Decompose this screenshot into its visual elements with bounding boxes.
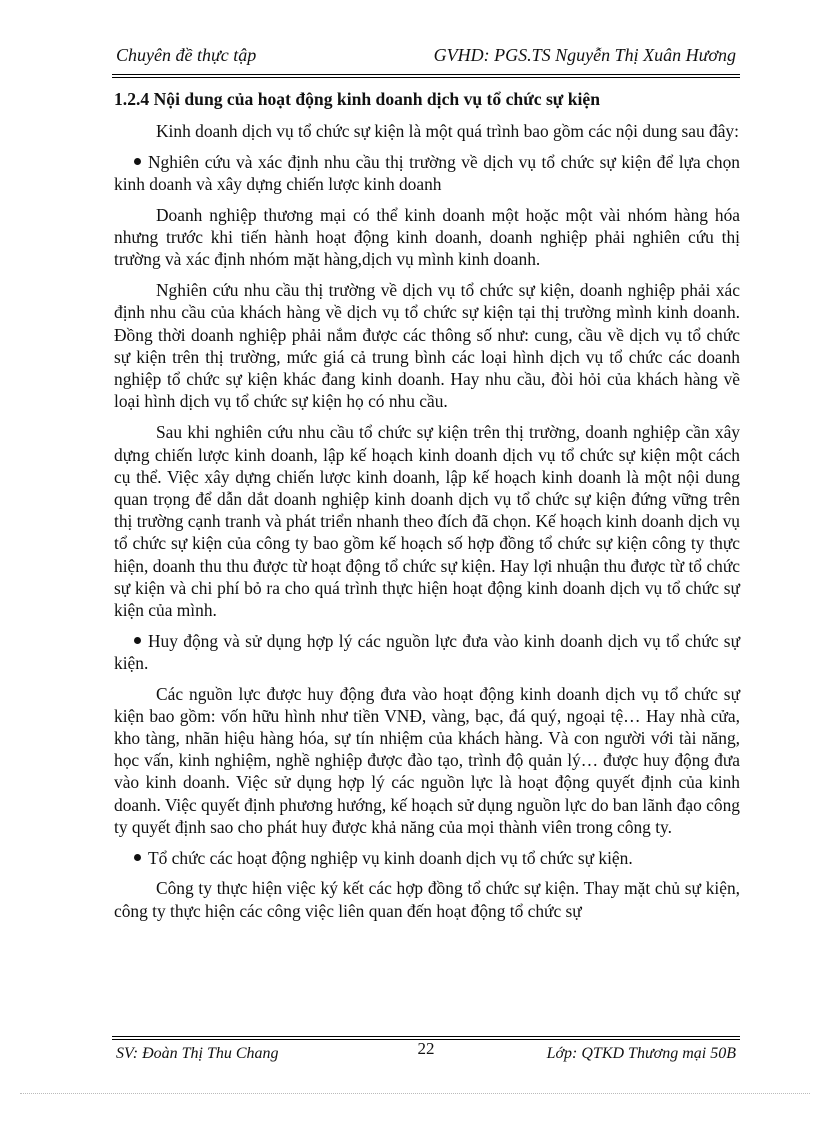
bullet-icon <box>134 158 141 165</box>
header-advisor: GVHD: PGS.TS Nguyễn Thị Xuân Hương <box>433 45 736 65</box>
intro-paragraph: Kinh doanh dịch vụ tổ chức sự kiện là một quá trình bao gồm các nội dung sau đây: <box>156 121 739 141</box>
header-title: Chuyên đề thực tập <box>116 45 257 65</box>
bullet-text: Tổ chức các hoạt động nghiệp vụ kinh doanh dịch vụ tổ chức sự kiện. <box>148 848 633 869</box>
section-heading: 1.2.4 Nội dung của hoạt động kinh doanh dịch vụ tổ chức sự kiện <box>114 89 601 109</box>
bullet-item-operations <box>114 847 740 869</box>
paragraph-1: Doanh nghiệp thương mại có thể kinh doanh một hoặc một vài nhóm hàng hóa nhưng trước khi tiến hành hoạt động kinh doanh, doanh nghiệp phải nghiên cứu thị trường và xác định nhóm mặt hàng,dịch vụ mình kinh doanh. <box>114 204 740 270</box>
bullet-icon <box>134 854 141 861</box>
paragraph-2: Nghiên cứu nhu cầu thị trường về dịch vụ tổ chức sự kiện, doanh nghiệp phải xác định nhu cầu của khách hàng về dịch vụ tổ chức sự kiện tại thị trường mình kinh doanh. Đồng thời doanh nghiệp phải nắm được các thông số như: cung, cầu về dịch vụ tổ chức sự kiện trên thị trường, mức giá cả trung bình các loại hình dịch vụ tổ chức các doanh nghiệp tổ chức sự kiện khác đang kinh doanh. Hay nhu cầu, đòi hỏi của khách hàng về loại hình dịch vụ tổ chức sự kiện họ có nhu cầu. <box>114 280 740 412</box>
bullet-text: Nghiên cứu và xác định nhu cầu thị trường về dịch vụ tổ chức sự kiện để lựa chọn kinh doanh và xây dựng chiến lược kinh doanh <box>114 152 740 195</box>
page-break-line <box>20 1093 810 1094</box>
paragraph-5: Công ty thực hiện việc ký kết các hợp đồng tổ chức sự kiện. Thay mặt chủ sự kiện, công ty thực hiện các công việc liên quan đến hoạt động tổ chức sự <box>114 878 740 921</box>
footer-class: Lớp: QTKD Thương mại 50B <box>546 1045 736 1062</box>
bullet-text: Huy động và sử dụng hợp lý các nguồn lực đưa vào kinh doanh dịch vụ tổ chức sự kiện. <box>114 631 740 674</box>
page-header <box>114 45 738 71</box>
bullet-item-resources <box>114 630 740 674</box>
bullet-item-research <box>114 151 740 195</box>
paragraph-4: Các nguồn lực được huy động đưa vào hoạt động kinh doanh dịch vụ tổ chức sự kiện bao gồm: vốn hữu hình như tiền VNĐ, vàng, bạc, đá quý, ngoại tệ… Hay nhà cửa, kho tàng, nhãn hiệu hàng hóa, sự tín nhiệm của khách hàng. Và con người với tài năng, học vấn, kinh nghiệm, nghề nghiệp được đào tạo, trình độ quản lý… được huy động đưa vào kinh doanh. Việc sử dụng hợp lý các nguồn lực là hoạt động quyết định của kinh doanh. Việc quyết định phương hướng, kế hoạch sử dụng nguồn lực do ban lãnh đạo công ty quyết định sao cho phát huy được khả năng của mọi thành viên trong công ty. <box>114 683 740 837</box>
header-divider <box>112 74 740 78</box>
page-footer <box>114 1041 738 1065</box>
page-number: 22 <box>417 1039 435 1058</box>
footer-student: SV: Đoàn Thị Thu Chang <box>116 1045 279 1062</box>
page-body <box>114 87 740 931</box>
paragraph-3: Sau khi nghiên cứu nhu cầu tổ chức sự kiện trên thị trường, doanh nghiệp cần xây dựng chiến lược kinh doanh, lập kế hoạch kinh doanh dịch vụ tổ chức sự kiện một cách cụ thể. Việc xây dựng chiến lược kinh doanh, lập kế hoạch kinh doanh là một nội dung quan trọng để dẫn dắt doanh nghiệp kinh doanh dịch vụ tổ chức sự kiện đứng vững trên thị trường cạnh tranh và phát triển nhanh theo đích đã chọn. Kế hoạch kinh doanh dịch vụ tổ chức sự kiện của công ty bao gồm kế hoạch số hợp đồng tổ chức sự kiện công ty thực hiện, doanh thu thu được từ hoạt động tổ chức sự kiện. Hay lợi nhuận thu được từ tổ chức sự kiện và chi phí bỏ ra cho quá trình thực hiện hoạt động kinh doanh dịch vụ tổ chức sự kiện của mình. <box>114 422 740 621</box>
bullet-icon <box>134 637 141 644</box>
